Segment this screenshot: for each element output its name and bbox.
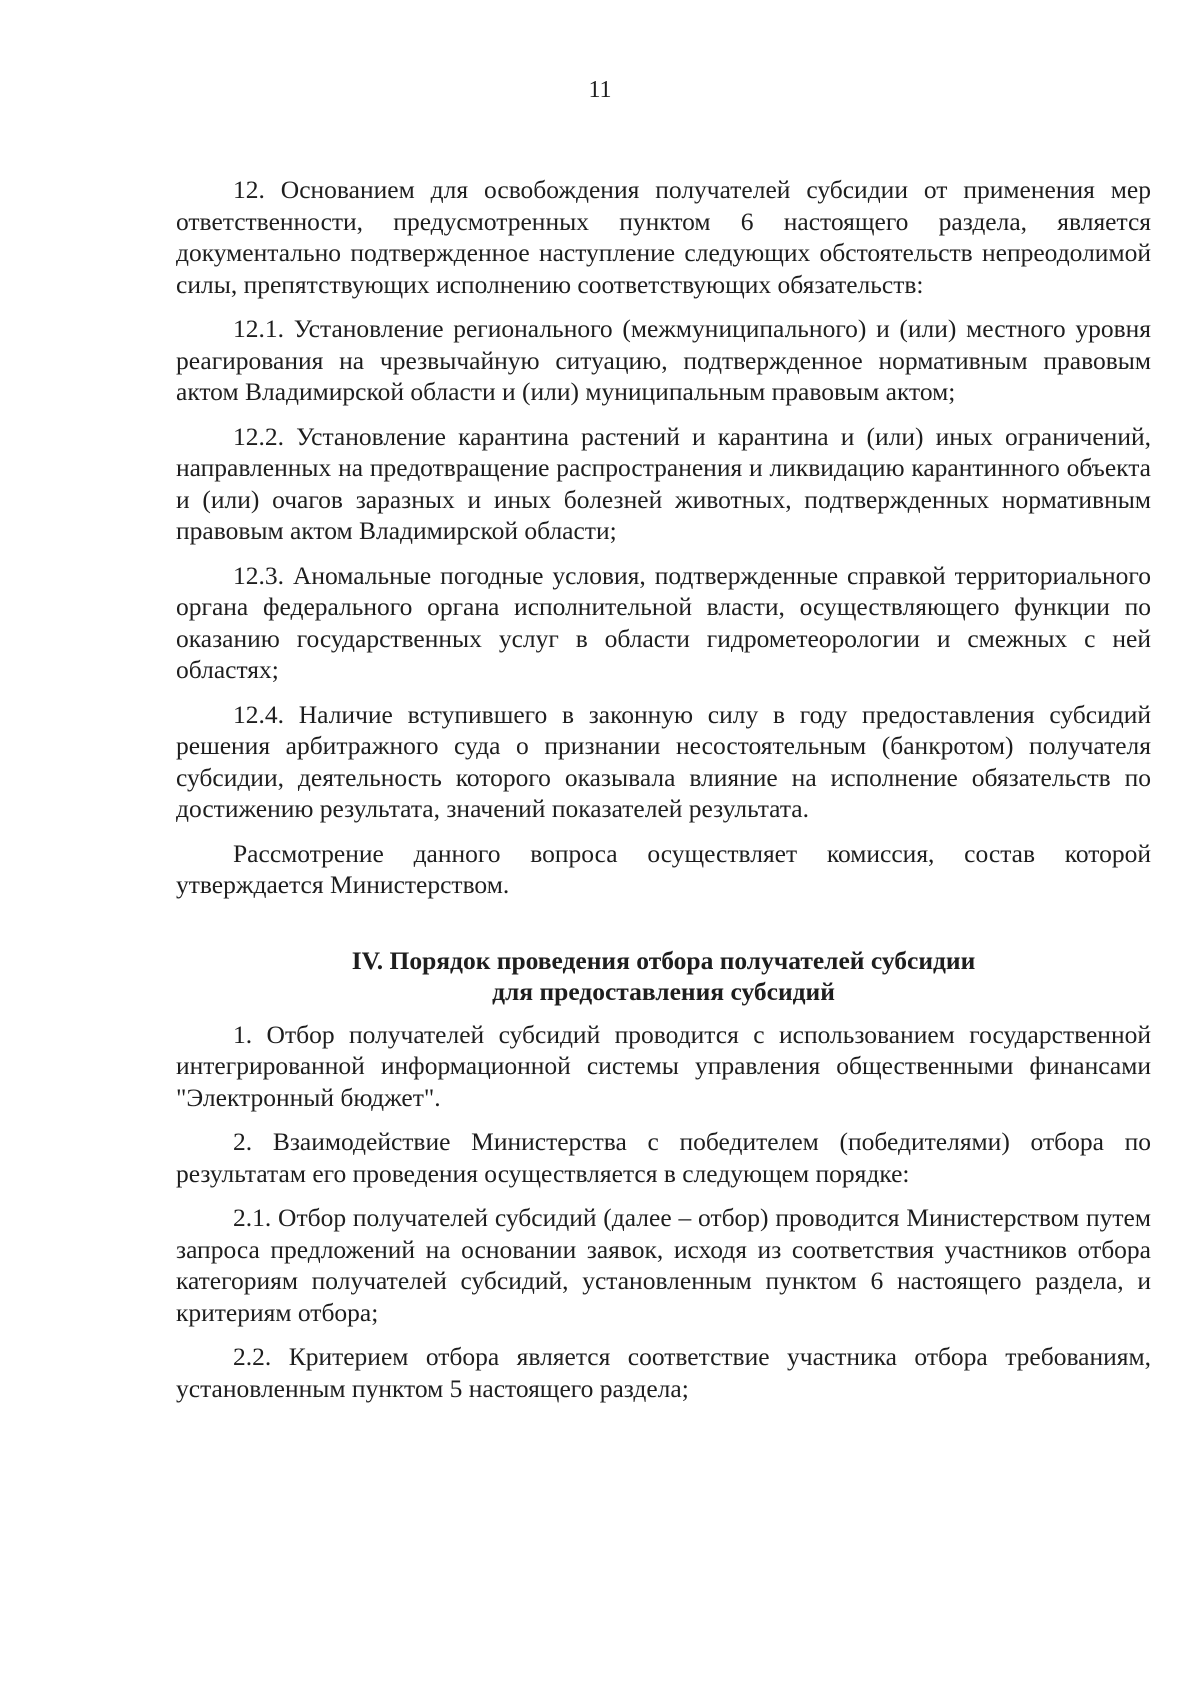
paragraph-2: 2. Взаимодействие Министерства с победителем (победителями) отбора по результатам его проведения осуществляется в следующем порядке: bbox=[176, 1127, 1151, 1188]
section-heading-line-1: IV. Порядок проведения отбора получателей субсидии bbox=[351, 945, 976, 975]
paragraph-2-1: 2.1. Отбор получателей субсидий (далее – отбор) проводится Министерством путем запроса предложений на основании заявок, исходя из соответствия участников отбора категориям получателей субсидий, установленным пунктом 6 настоящего раздела, и критериям отбора; bbox=[176, 1203, 1151, 1327]
paragraph-12-4: 12.4. Наличие вступившего в законную силу в году предоставления субсидий решения арбитражного суда о признании несостоятельным (банкротом) получателя субсидии, деятельность которого оказывала влияние на исполнение обязательств по достижению результата, значений показателей результата. bbox=[176, 699, 1151, 823]
document-body bbox=[176, 174, 1151, 1404]
section-heading bbox=[176, 945, 1151, 1007]
section-heading-line-2: для предоставления субсидий bbox=[492, 976, 835, 1006]
paragraph-commission: Рассмотрение данного вопроса осуществляет комиссия, состав которой утверждается Министерством. bbox=[176, 838, 1151, 899]
paragraph-12-3: 12.3. Аномальные погодные условия, подтвержденные справкой территориального органа федерального органа исполнительной власти, осуществляющего функции по оказанию государственных услуг в области гидрометеорологии и смежных с ней областях; bbox=[176, 560, 1151, 684]
paragraph-1: 1. Отбор получателей субсидий проводится с использованием государственной интегрированной информационной системы управления общественными финансами "Электронный бюджет". bbox=[176, 1019, 1151, 1112]
paragraph-12-2: 12.2. Установление карантина растений и карантина и (или) иных ограничений, направленных на предотвращение распространения и ликвидацию карантинного объекта и (или) очагов заразных и иных болезней животных, подтвержденных нормативным правовым актом Владимирской области; bbox=[176, 421, 1151, 545]
page-number: 11 bbox=[588, 77, 612, 103]
paragraph-2-2: 2.2. Критерием отбора является соответствие участника отбора требованиям, установленным пунктом 5 настоящего раздела; bbox=[176, 1342, 1151, 1403]
paragraph-12: 12. Основанием для освобождения получателей субсидии от применения мер ответственности, предусмотренных пунктом 6 настоящего раздела, является документально подтвержденное наступление следующих обстоятельств непреодолимой силы, препятствующих исполнению соответствующих обязательств: bbox=[176, 175, 1151, 299]
paragraph-12-1: 12.1. Установление регионального (межмуниципального) и (или) местного уровня реагирования на чрезвычайную ситуацию, подтвержденное нормативным правовым актом Владимирской области и (или) муниципальным правовым актом; bbox=[176, 314, 1151, 406]
